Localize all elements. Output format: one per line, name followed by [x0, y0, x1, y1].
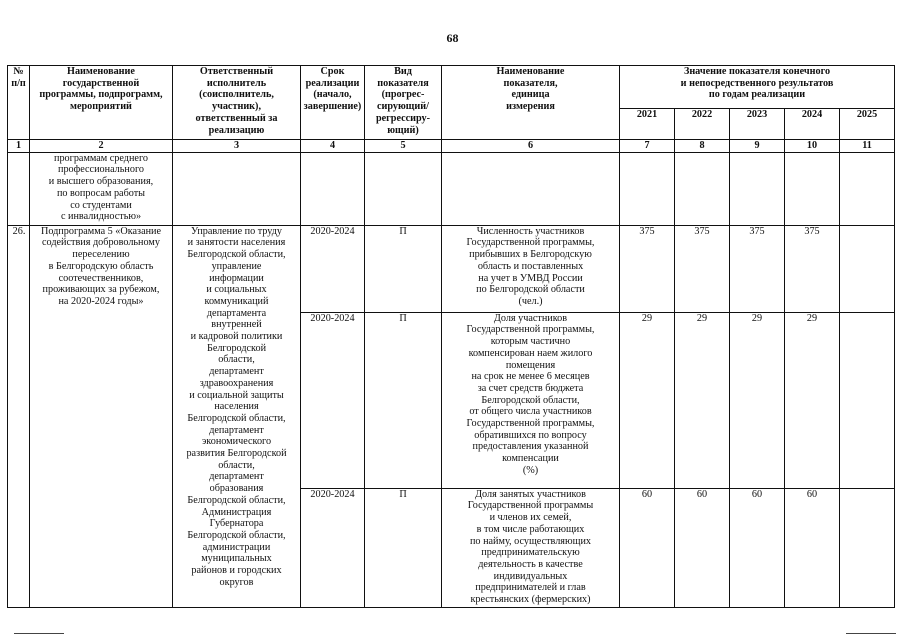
- header-indicator: Наименование показателя, единица измерения: [442, 66, 620, 140]
- indicator-type: П: [365, 225, 442, 312]
- value-2023: 29: [730, 312, 785, 488]
- row-number: 26.: [8, 225, 30, 607]
- period: 2020-2024: [301, 488, 365, 607]
- value-2023: 60: [730, 488, 785, 607]
- column-number: 8: [675, 140, 730, 153]
- value-2021: 375: [620, 225, 675, 312]
- value-2022: 60: [675, 488, 730, 607]
- program-name: Подпрограмма 5 «Оказание содействия добровольному переселению в Белгородскую область соотечественников, проживающих за рубежом, на 2020-2024 годы»: [30, 225, 173, 607]
- header-year: 2023: [730, 109, 785, 140]
- value-2022: 375: [675, 225, 730, 312]
- value-2024: 29: [785, 312, 840, 488]
- indicator-type: П: [365, 488, 442, 607]
- value-2021: 60: [620, 488, 675, 607]
- column-number: 2: [30, 140, 173, 153]
- column-number: 11: [840, 140, 895, 153]
- period: 2020-2024: [301, 312, 365, 488]
- header-year: 2021: [620, 109, 675, 140]
- value-2021: 29: [620, 312, 675, 488]
- column-number: 7: [620, 140, 675, 153]
- value-2025: [840, 312, 895, 488]
- scan-mark: [846, 633, 896, 634]
- header-num: № п/п: [8, 66, 30, 140]
- column-number: 1: [8, 140, 30, 153]
- column-number: 10: [785, 140, 840, 153]
- header-year: 2024: [785, 109, 840, 140]
- program-name-continuation: программам среднего профессионального и высшего образования, по вопросам работы со студентами с инвалидностью»: [30, 152, 173, 225]
- period: 2020-2024: [301, 225, 365, 312]
- header-executor: Ответственный исполнитель (соисполнитель, участник), ответственный за реализацию: [173, 66, 301, 140]
- indicator-name: Доля занятых участников Государственной программы и членов их семей, в том числе работающих по найму, осуществляющих предпринимательскую деятельность в качестве индивидуальных предпринимателей и глав крестьянских (фермерских): [442, 488, 620, 607]
- responsible-executor: Управление по труду и занятости населения Белгородской области, управление информации и социальных коммуникаций департамента внутренней и кадровой политики Белгородской области, департамент здравоохранения и социальной защиты населения Белгородской области, департамент экономического развития Белгородской области, департамент образования Белгородской области, Администрация Губернатора Белгородской области, администрации муниципальных районов и городских округов: [173, 225, 301, 607]
- header-values-group: Значение показателя конечного и непосредственного результатов по годам реализации: [620, 66, 895, 109]
- value-2025: [840, 488, 895, 607]
- column-number: 3: [173, 140, 301, 153]
- value-2025: [840, 225, 895, 312]
- column-number-row: [8, 140, 895, 153]
- indicators-table: [7, 65, 895, 608]
- header-type: Вид показателя (прогрес- сирующий/ регрессиру- ющий): [365, 66, 442, 140]
- value-2024: 60: [785, 488, 840, 607]
- scan-mark: [14, 633, 64, 634]
- value-2024: 375: [785, 225, 840, 312]
- value-2023: 375: [730, 225, 785, 312]
- header-year: 2022: [675, 109, 730, 140]
- column-number: 6: [442, 140, 620, 153]
- header-year: 2025: [840, 109, 895, 140]
- column-number: 9: [730, 140, 785, 153]
- value-2022: 29: [675, 312, 730, 488]
- column-number: 5: [365, 140, 442, 153]
- indicator-type: П: [365, 312, 442, 488]
- page-number: 68: [446, 31, 459, 45]
- header-program: Наименование государственной программы, подпрограмм, мероприятий: [30, 66, 173, 140]
- table-row: [8, 225, 895, 312]
- header-period: Срок реализации (начало, завершение): [301, 66, 365, 140]
- indicator-name: Доля участников Государственной программы, которым частично компенсирован наем жилого помещения на срок не менее 6 месяцев за счет средств бюджета Белгородской области, от общего числа участников Государственной программы, обратившихся по вопросу предоставления указанной компенсации (%): [442, 312, 620, 488]
- indicator-name: Численность участников Государственной программы, прибывших в Белгородскую область и поставленных на учет в УМВД России по Белгородской области (чел.): [442, 225, 620, 312]
- table-row-continuation: [8, 152, 895, 225]
- column-number: 4: [301, 140, 365, 153]
